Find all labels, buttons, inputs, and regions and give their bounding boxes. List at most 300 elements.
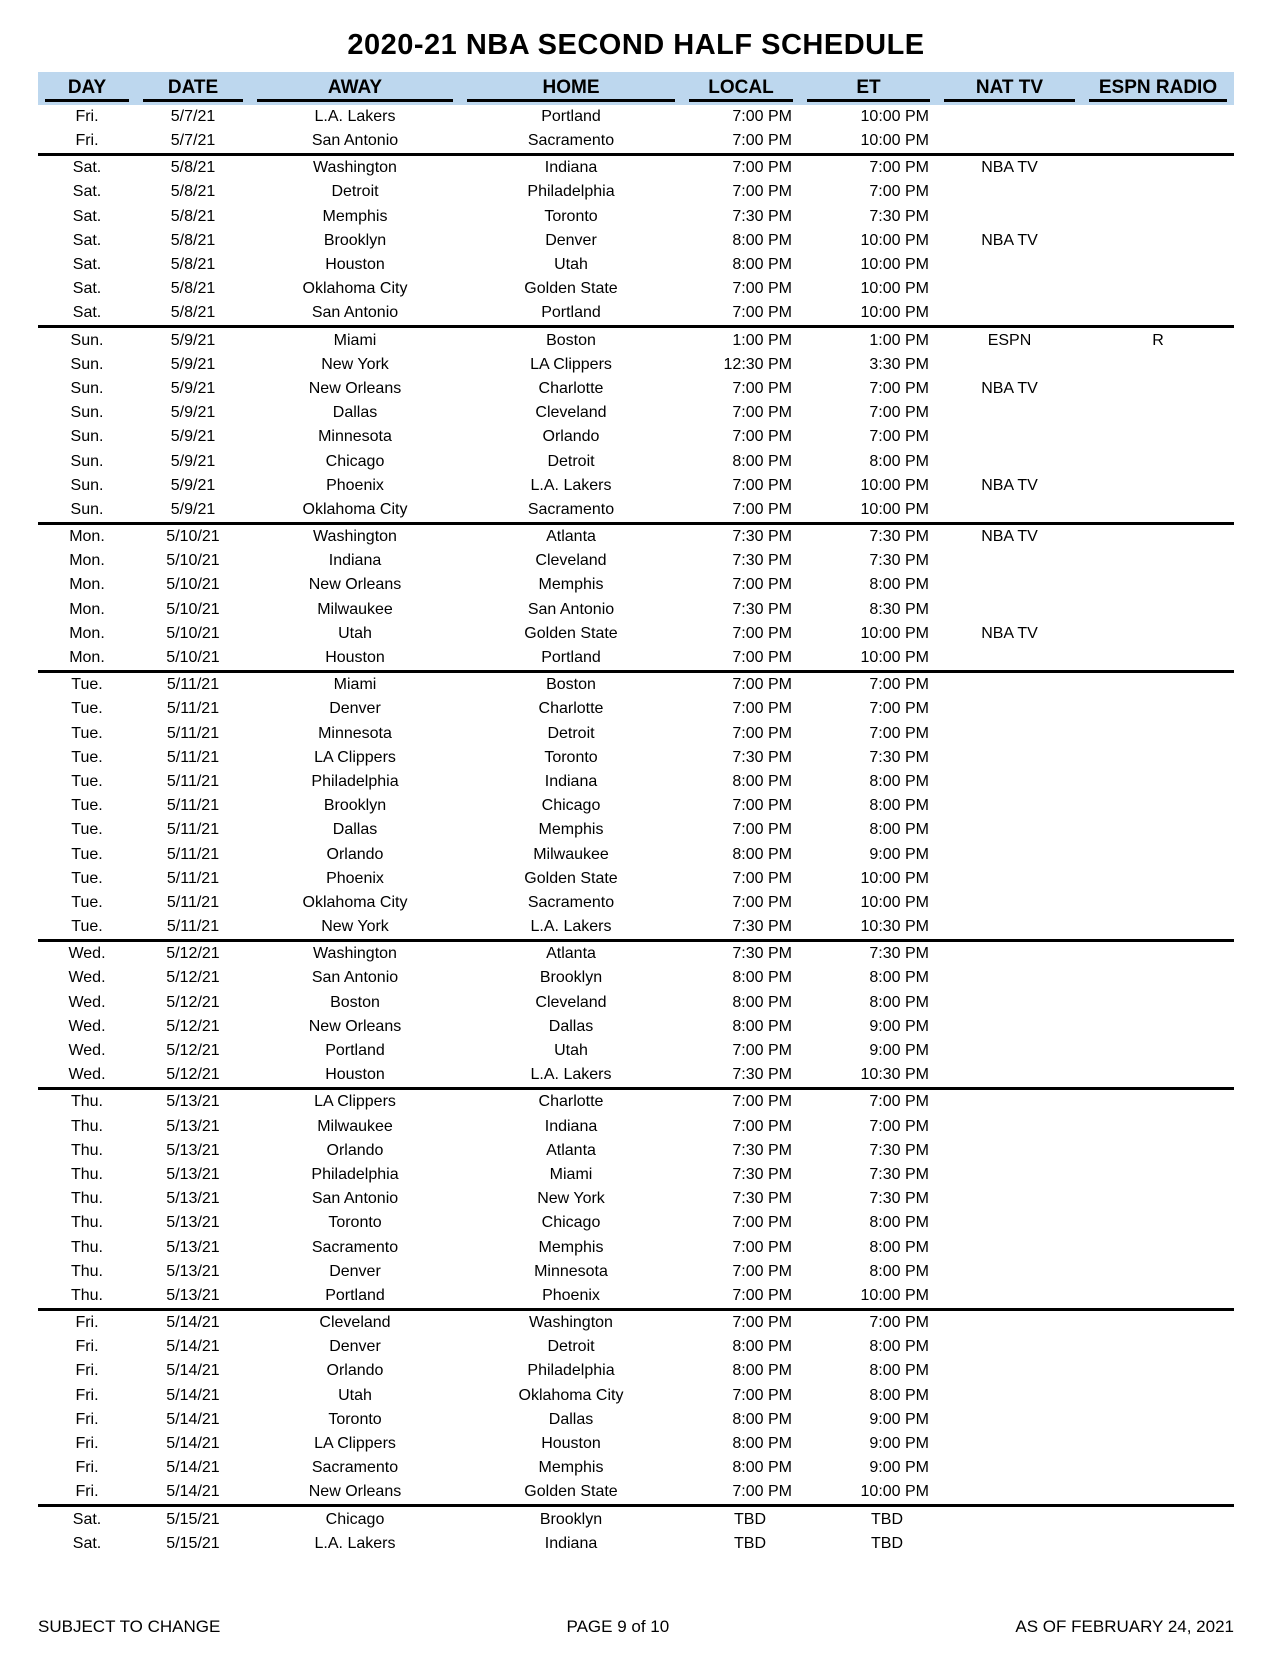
- cell-et-time: 10:00 PM: [860, 476, 929, 494]
- table-row: [38, 105, 1234, 129]
- cell-away-team: Boston: [330, 993, 380, 1011]
- cell-date: 5/12/21: [166, 993, 220, 1011]
- cell-local-time: 7:00 PM: [732, 624, 792, 642]
- table-row: [38, 229, 1234, 253]
- cell-et-time: 7:30 PM: [800, 941, 937, 967]
- cell-espn-radio: [1082, 842, 1234, 866]
- cell-nat-tv: [937, 301, 1082, 327]
- cell-espn-radio: [1082, 867, 1234, 891]
- cell-local-time: 7:00 PM: [732, 1483, 792, 1501]
- table-row: [38, 915, 1234, 941]
- cell-day: Sun.: [70, 379, 104, 397]
- cell-away-team: Orlando: [326, 845, 384, 863]
- cell-local-time: 7:00 PM: [732, 1386, 792, 1404]
- cell-et-time: 10:00 PM: [860, 649, 929, 667]
- cell-espn-radio: [1082, 1063, 1234, 1089]
- cell-local-time: 7:00 PM: [732, 1042, 792, 1060]
- cell-away-team: San Antonio: [311, 304, 399, 322]
- cell-et-time: 7:00 PM: [800, 1089, 937, 1115]
- cell-day: Tue.: [71, 918, 103, 936]
- cell-nat-tv: [937, 1284, 1082, 1310]
- cell-date: 5/10/21: [166, 624, 220, 642]
- table-row: [38, 622, 1234, 646]
- cell-et-time: 10:30 PM: [860, 1066, 929, 1084]
- cell-et-time: 7:30 PM: [869, 748, 929, 766]
- cell-date: 5/11/21: [166, 700, 220, 718]
- cell-day: Wed.: [38, 941, 136, 967]
- footer-as-of-date: AS OF FEBRUARY 24, 2021: [1015, 1617, 1234, 1636]
- table-row: [38, 1235, 1234, 1259]
- column-header-home: HOME: [460, 72, 682, 105]
- cell-local-time: 7:00 PM: [732, 107, 792, 125]
- cell-home-team: Toronto: [544, 207, 598, 225]
- schedule-header: [38, 72, 1234, 105]
- cell-home-team: Phoenix: [542, 1286, 600, 1304]
- cell-local-time: 8:00 PM: [732, 1338, 792, 1356]
- cell-home-team: Philadelphia: [527, 1362, 615, 1380]
- cell-espn-radio: [1082, 721, 1234, 745]
- cell-nat-tv: [937, 646, 1082, 672]
- cell-away-team: Phoenix: [326, 476, 384, 494]
- cell-day: Fri.: [75, 1338, 99, 1356]
- cell-nat-tv: NBA TV: [937, 155, 1082, 181]
- cell-local-time: 7:30 PM: [732, 1141, 792, 1159]
- cell-et-time: 1:00 PM: [800, 327, 937, 353]
- cell-local-time: 12:30 PM: [723, 355, 792, 373]
- cell-nat-tv: NBA TV: [937, 523, 1082, 549]
- cell-date: 5/13/21: [166, 1141, 220, 1159]
- cell-day: Sat.: [72, 256, 102, 274]
- cell-away-team: Minnesota: [318, 724, 392, 742]
- cell-local-time: 7:30 PM: [682, 941, 800, 967]
- column-header-espn-radio: ESPN RADIO: [1082, 72, 1234, 105]
- cell-nat-tv: [937, 498, 1082, 524]
- cell-nat-tv: [937, 1432, 1082, 1456]
- column-header-date: DATE: [136, 72, 250, 105]
- cell-day: Tue.: [71, 748, 103, 766]
- cell-date: 5/11/21: [136, 672, 250, 698]
- cell-away-team: Miami: [250, 672, 460, 698]
- cell-nat-tv: ESPN: [937, 327, 1082, 353]
- cell-nat-tv: [937, 1309, 1082, 1335]
- cell-date: 5/13/21: [166, 1286, 220, 1304]
- cell-away-team: Chicago: [325, 452, 385, 470]
- cell-nat-tv: [937, 1335, 1082, 1359]
- cell-home-team: Atlanta: [460, 941, 682, 967]
- cell-date: 5/12/21: [166, 969, 220, 987]
- table-row: [38, 573, 1234, 597]
- column-header-away: AWAY: [250, 72, 460, 105]
- cell-away-team: Minnesota: [318, 428, 392, 446]
- cell-away-team: Oklahoma City: [302, 893, 408, 911]
- cell-et-time: 7:00 PM: [869, 183, 929, 201]
- cell-et-time: 10:00 PM: [860, 893, 929, 911]
- cell-local-time: 7:00 PM: [732, 476, 792, 494]
- cell-day: Sun.: [70, 452, 104, 470]
- footer-subject-to-change: SUBJECT TO CHANGE: [38, 1617, 221, 1636]
- cell-espn-radio: [1082, 891, 1234, 915]
- cell-local-time: 8:00 PM: [732, 1435, 792, 1453]
- table-row: [38, 1532, 1234, 1556]
- schedule-body: [38, 105, 1234, 1556]
- page-title: 2020-21 NBA SECOND HALF SCHEDULE: [347, 29, 925, 61]
- cell-away-team: Toronto: [328, 1410, 382, 1428]
- cell-away-team: LA Clippers: [314, 748, 396, 766]
- cell-nat-tv: NBA TV: [981, 476, 1038, 494]
- table-row: [38, 253, 1234, 277]
- cell-date: 5/12/21: [166, 1017, 220, 1035]
- cell-nat-tv: [937, 1408, 1082, 1432]
- cell-espn-radio: [1082, 180, 1234, 204]
- cell-home-team: Chicago: [541, 797, 601, 815]
- cell-espn-radio: [1082, 1432, 1234, 1456]
- column-header-nat-tv: NAT TV: [937, 72, 1082, 105]
- cell-date: 5/9/21: [170, 476, 216, 494]
- cell-date: 5/12/21: [136, 941, 250, 967]
- table-row: [38, 449, 1234, 473]
- cell-date: 5/11/21: [166, 845, 220, 863]
- cell-away-team: New Orleans: [308, 379, 402, 397]
- cell-local-time: 7:00 PM: [682, 1089, 800, 1115]
- cell-et-time: 10:00 PM: [860, 280, 929, 298]
- cell-local-time: 7:30 PM: [732, 207, 792, 225]
- cell-espn-radio: [1082, 1139, 1234, 1163]
- cell-home-team: Orlando: [542, 428, 600, 446]
- cell-home-team: Indiana: [544, 1534, 598, 1552]
- cell-date: 5/9/21: [170, 500, 216, 518]
- cell-local-time: 7:00 PM: [732, 379, 792, 397]
- cell-et-time: 7:00 PM: [869, 379, 929, 397]
- cell-local-time: TBD: [682, 1506, 800, 1532]
- cell-espn-radio: [1082, 1114, 1234, 1138]
- cell-day: Thu.: [70, 1190, 103, 1208]
- cell-nat-tv: [937, 1139, 1082, 1163]
- cell-home-team: Philadelphia: [527, 183, 615, 201]
- cell-espn-radio: [1082, 794, 1234, 818]
- cell-nat-tv: [937, 277, 1082, 301]
- cell-espn-radio: [1082, 129, 1234, 155]
- cell-day: Wed.: [68, 969, 106, 987]
- cell-nat-tv: [937, 129, 1082, 155]
- cell-local-time: 7:30 PM: [732, 1190, 792, 1208]
- cell-local-time: 7:00 PM: [732, 500, 792, 518]
- cell-local-time: 7:30 PM: [732, 918, 792, 936]
- cell-away-team: Washington: [250, 941, 460, 967]
- cell-et-time: TBD: [800, 1506, 937, 1532]
- cell-away-team: Toronto: [328, 1214, 382, 1232]
- cell-day: Mon.: [38, 523, 136, 549]
- cell-date: 5/11/21: [166, 821, 220, 839]
- cell-nat-tv: [937, 1015, 1082, 1039]
- cell-day: Wed.: [68, 993, 106, 1011]
- column-header-day: DAY: [38, 72, 136, 105]
- cell-away-team: Portland: [325, 1286, 385, 1304]
- cell-et-time: 8:00 PM: [869, 576, 929, 594]
- cell-espn-radio: [1082, 277, 1234, 301]
- cell-home-team: Utah: [554, 1042, 588, 1060]
- cell-home-team: Dallas: [548, 1410, 594, 1428]
- cell-nat-tv: [937, 253, 1082, 277]
- cell-away-team: Utah: [338, 1386, 372, 1404]
- cell-day: Mon.: [69, 600, 105, 618]
- cell-nat-tv: [937, 401, 1082, 425]
- cell-local-time: 7:30 PM: [732, 552, 792, 570]
- cell-away-team: Detroit: [331, 183, 379, 201]
- cell-local-time: 1:00 PM: [682, 327, 800, 353]
- cell-nat-tv: [937, 1163, 1082, 1187]
- table-row: [38, 1139, 1234, 1163]
- cell-away-team: New York: [321, 355, 389, 373]
- cell-et-time: 10:00 PM: [860, 107, 929, 125]
- cell-away-team: Indiana: [328, 552, 382, 570]
- cell-home-team: Brooklyn: [460, 1506, 682, 1532]
- cell-local-time: 7:00 PM: [732, 1286, 792, 1304]
- table-row: [38, 867, 1234, 891]
- cell-date: 5/11/21: [166, 797, 220, 815]
- cell-date: 5/10/21: [166, 552, 220, 570]
- table-row: [38, 1456, 1234, 1480]
- table-row: [38, 941, 1234, 967]
- cell-day: Thu.: [70, 1214, 103, 1232]
- cell-home-team: Indiana: [544, 1117, 598, 1135]
- cell-espn-radio: [1082, 1163, 1234, 1187]
- cell-away-team: Cleveland: [250, 1309, 460, 1335]
- cell-day: Sun.: [70, 500, 104, 518]
- table-row: [38, 646, 1234, 672]
- cell-away-team: Memphis: [322, 207, 388, 225]
- cell-espn-radio: [1082, 205, 1234, 229]
- cell-et-time: 7:30 PM: [869, 1141, 929, 1159]
- cell-away-team: LA Clippers: [250, 1089, 460, 1115]
- cell-home-team: Memphis: [538, 821, 604, 839]
- cell-espn-radio: [1082, 229, 1234, 253]
- cell-home-team: Milwaukee: [533, 845, 609, 863]
- cell-local-time: 8:00 PM: [732, 993, 792, 1011]
- cell-nat-tv: [937, 746, 1082, 770]
- cell-date: 5/13/21: [136, 1089, 250, 1115]
- cell-et-time: 8:00 PM: [869, 772, 929, 790]
- cell-away-team: Miami: [250, 327, 460, 353]
- cell-away-team: Sacramento: [311, 1459, 399, 1477]
- cell-away-team: L.A. Lakers: [314, 1534, 396, 1552]
- cell-et-time: 10:00 PM: [860, 132, 929, 150]
- cell-day: Sun.: [70, 428, 104, 446]
- table-row: [38, 474, 1234, 498]
- cell-day: Fri.: [75, 107, 99, 125]
- cell-espn-radio: [1082, 1235, 1234, 1259]
- cell-et-time: 9:00 PM: [869, 1017, 929, 1035]
- cell-day: Sat.: [72, 280, 102, 298]
- cell-home-team: Denver: [545, 231, 597, 249]
- cell-home-team: Sacramento: [527, 132, 615, 150]
- cell-et-time: 9:00 PM: [869, 1042, 929, 1060]
- cell-et-time: 8:00 PM: [869, 821, 929, 839]
- cell-date: 5/9/21: [170, 379, 216, 397]
- cell-day: Tue.: [71, 724, 103, 742]
- cell-home-team: Boston: [460, 327, 682, 353]
- cell-home-team: Houston: [541, 1435, 601, 1453]
- cell-date: 5/15/21: [166, 1534, 220, 1552]
- cell-away-team: Phoenix: [326, 869, 384, 887]
- cell-et-time: 8:00 PM: [869, 1386, 929, 1404]
- cell-espn-radio: [1082, 1456, 1234, 1480]
- cell-home-team: Detroit: [547, 1338, 595, 1356]
- cell-nat-tv: [937, 1063, 1082, 1089]
- cell-espn-radio: [1082, 1384, 1234, 1408]
- cell-home-team: Toronto: [544, 748, 598, 766]
- cell-nat-tv: [937, 770, 1082, 794]
- cell-date: 5/11/21: [166, 748, 220, 766]
- cell-home-team: Golden State: [524, 869, 618, 887]
- cell-date: 5/7/21: [170, 132, 216, 150]
- cell-local-time: 8:00 PM: [732, 845, 792, 863]
- table-row: [38, 1408, 1234, 1432]
- cell-et-time: 7:30 PM: [869, 1190, 929, 1208]
- cell-et-time: 10:00 PM: [860, 1483, 929, 1501]
- cell-home-team: Memphis: [538, 1459, 604, 1477]
- cell-espn-radio: [1082, 915, 1234, 941]
- cell-date: 5/13/21: [166, 1190, 220, 1208]
- header-row: [38, 72, 1234, 105]
- cell-espn-radio: [1082, 523, 1234, 549]
- cell-date: 5/9/21: [170, 452, 216, 470]
- cell-day: Tue.: [71, 797, 103, 815]
- cell-nat-tv: NBA TV: [981, 231, 1038, 249]
- table-row: [38, 1114, 1234, 1138]
- cell-nat-tv: [937, 105, 1082, 129]
- cell-et-time: TBD: [871, 1534, 903, 1552]
- cell-home-team: LA Clippers: [530, 355, 612, 373]
- cell-et-time: 8:00 PM: [869, 1214, 929, 1232]
- cell-nat-tv: [937, 1359, 1082, 1383]
- cell-espn-radio: [1082, 1039, 1234, 1063]
- cell-date: 5/8/21: [170, 280, 216, 298]
- cell-home-team: Oklahoma City: [518, 1386, 624, 1404]
- cell-nat-tv: [937, 842, 1082, 866]
- cell-et-time: 10:00 PM: [860, 1286, 929, 1304]
- cell-away-team: Philadelphia: [311, 772, 399, 790]
- cell-away-team: Washington: [250, 523, 460, 549]
- cell-away-team: Brooklyn: [323, 231, 387, 249]
- cell-away-team: Milwaukee: [317, 1117, 393, 1135]
- cell-nat-tv: [937, 1187, 1082, 1211]
- cell-away-team: LA Clippers: [314, 1435, 396, 1453]
- cell-et-time: 10:00 PM: [860, 624, 929, 642]
- cell-espn-radio: [1082, 573, 1234, 597]
- cell-date: 5/9/21: [170, 404, 216, 422]
- column-header-et: ET: [800, 72, 937, 105]
- cell-espn-radio: [1082, 1408, 1234, 1432]
- cell-away-team: Portland: [325, 1042, 385, 1060]
- cell-nat-tv: [937, 915, 1082, 941]
- table-row: [38, 425, 1234, 449]
- table-row: [38, 598, 1234, 622]
- table-row: [38, 1260, 1234, 1284]
- cell-et-time: 10:00 PM: [860, 256, 929, 274]
- cell-date: 5/8/21: [170, 304, 216, 322]
- cell-espn-radio: [1082, 1480, 1234, 1506]
- cell-date: 5/14/21: [166, 1459, 220, 1477]
- cell-home-team: Washington: [460, 1309, 682, 1335]
- cell-date: 5/10/21: [166, 649, 220, 667]
- cell-espn-radio: [1082, 1260, 1234, 1284]
- cell-home-team: Atlanta: [546, 1141, 596, 1159]
- table-row: [38, 1384, 1234, 1408]
- cell-home-team: Portland: [541, 107, 601, 125]
- cell-day: Tue.: [71, 821, 103, 839]
- cell-home-team: Indiana: [460, 155, 682, 181]
- cell-nat-tv: [937, 205, 1082, 229]
- cell-date: 5/14/21: [166, 1386, 220, 1404]
- cell-home-team: Minnesota: [534, 1262, 608, 1280]
- table-row: [38, 277, 1234, 301]
- cell-away-team: Oklahoma City: [302, 280, 408, 298]
- cell-espn-radio: [1082, 301, 1234, 327]
- table-row: [38, 770, 1234, 794]
- cell-home-team: Golden State: [524, 1483, 618, 1501]
- cell-away-team: Milwaukee: [317, 600, 393, 618]
- cell-day: Wed.: [68, 1042, 106, 1060]
- table-row: [38, 1309, 1234, 1335]
- cell-local-time: 8:00 PM: [732, 452, 792, 470]
- cell-away-team: Houston: [325, 649, 385, 667]
- cell-day: Sat.: [72, 231, 102, 249]
- cell-local-time: 7:00 PM: [732, 280, 792, 298]
- cell-et-time: 7:00 PM: [869, 1117, 929, 1135]
- cell-et-time: 8:00 PM: [869, 969, 929, 987]
- cell-day: Thu.: [70, 1117, 103, 1135]
- cell-day: Thu.: [70, 1238, 103, 1256]
- cell-espn-radio: [1082, 253, 1234, 277]
- table-row: [38, 129, 1234, 155]
- cell-day: Sun.: [70, 355, 104, 373]
- cell-home-team: Cleveland: [535, 552, 607, 570]
- cell-local-time: 7:00 PM: [732, 1214, 792, 1232]
- cell-day: Sun.: [70, 404, 104, 422]
- schedule-table: [38, 72, 1234, 1556]
- table-row: [38, 401, 1234, 425]
- cell-day: Sat.: [72, 304, 102, 322]
- cell-espn-radio: [1082, 498, 1234, 524]
- cell-espn-radio: [1082, 1506, 1234, 1532]
- cell-away-team: Denver: [329, 700, 381, 718]
- cell-local-time: 7:00 PM: [682, 155, 800, 181]
- table-row: [38, 746, 1234, 770]
- table-row: [38, 205, 1234, 229]
- cell-home-team: Detroit: [547, 724, 595, 742]
- cell-et-time: 7:00 PM: [800, 1309, 937, 1335]
- cell-home-team: Miami: [549, 1165, 593, 1183]
- cell-home-team: Atlanta: [460, 523, 682, 549]
- table-row: [38, 1015, 1234, 1039]
- cell-away-team: Washington: [250, 155, 460, 181]
- cell-away-team: Orlando: [326, 1362, 384, 1380]
- cell-espn-radio: [1082, 105, 1234, 129]
- cell-nat-tv: [937, 1532, 1082, 1556]
- cell-home-team: Indiana: [544, 772, 598, 790]
- cell-nat-tv: [937, 425, 1082, 449]
- cell-away-team: Brooklyn: [323, 797, 387, 815]
- cell-et-time: 10:30 PM: [860, 918, 929, 936]
- cell-et-time: 10:00 PM: [860, 231, 929, 249]
- table-row: [38, 1163, 1234, 1187]
- cell-day: Sat.: [38, 155, 136, 181]
- cell-et-time: 9:00 PM: [869, 1459, 929, 1477]
- cell-local-time: 7:30 PM: [732, 748, 792, 766]
- cell-local-time: 7:00 PM: [732, 183, 792, 201]
- cell-date: 5/8/21: [136, 155, 250, 181]
- cell-espn-radio: [1082, 646, 1234, 672]
